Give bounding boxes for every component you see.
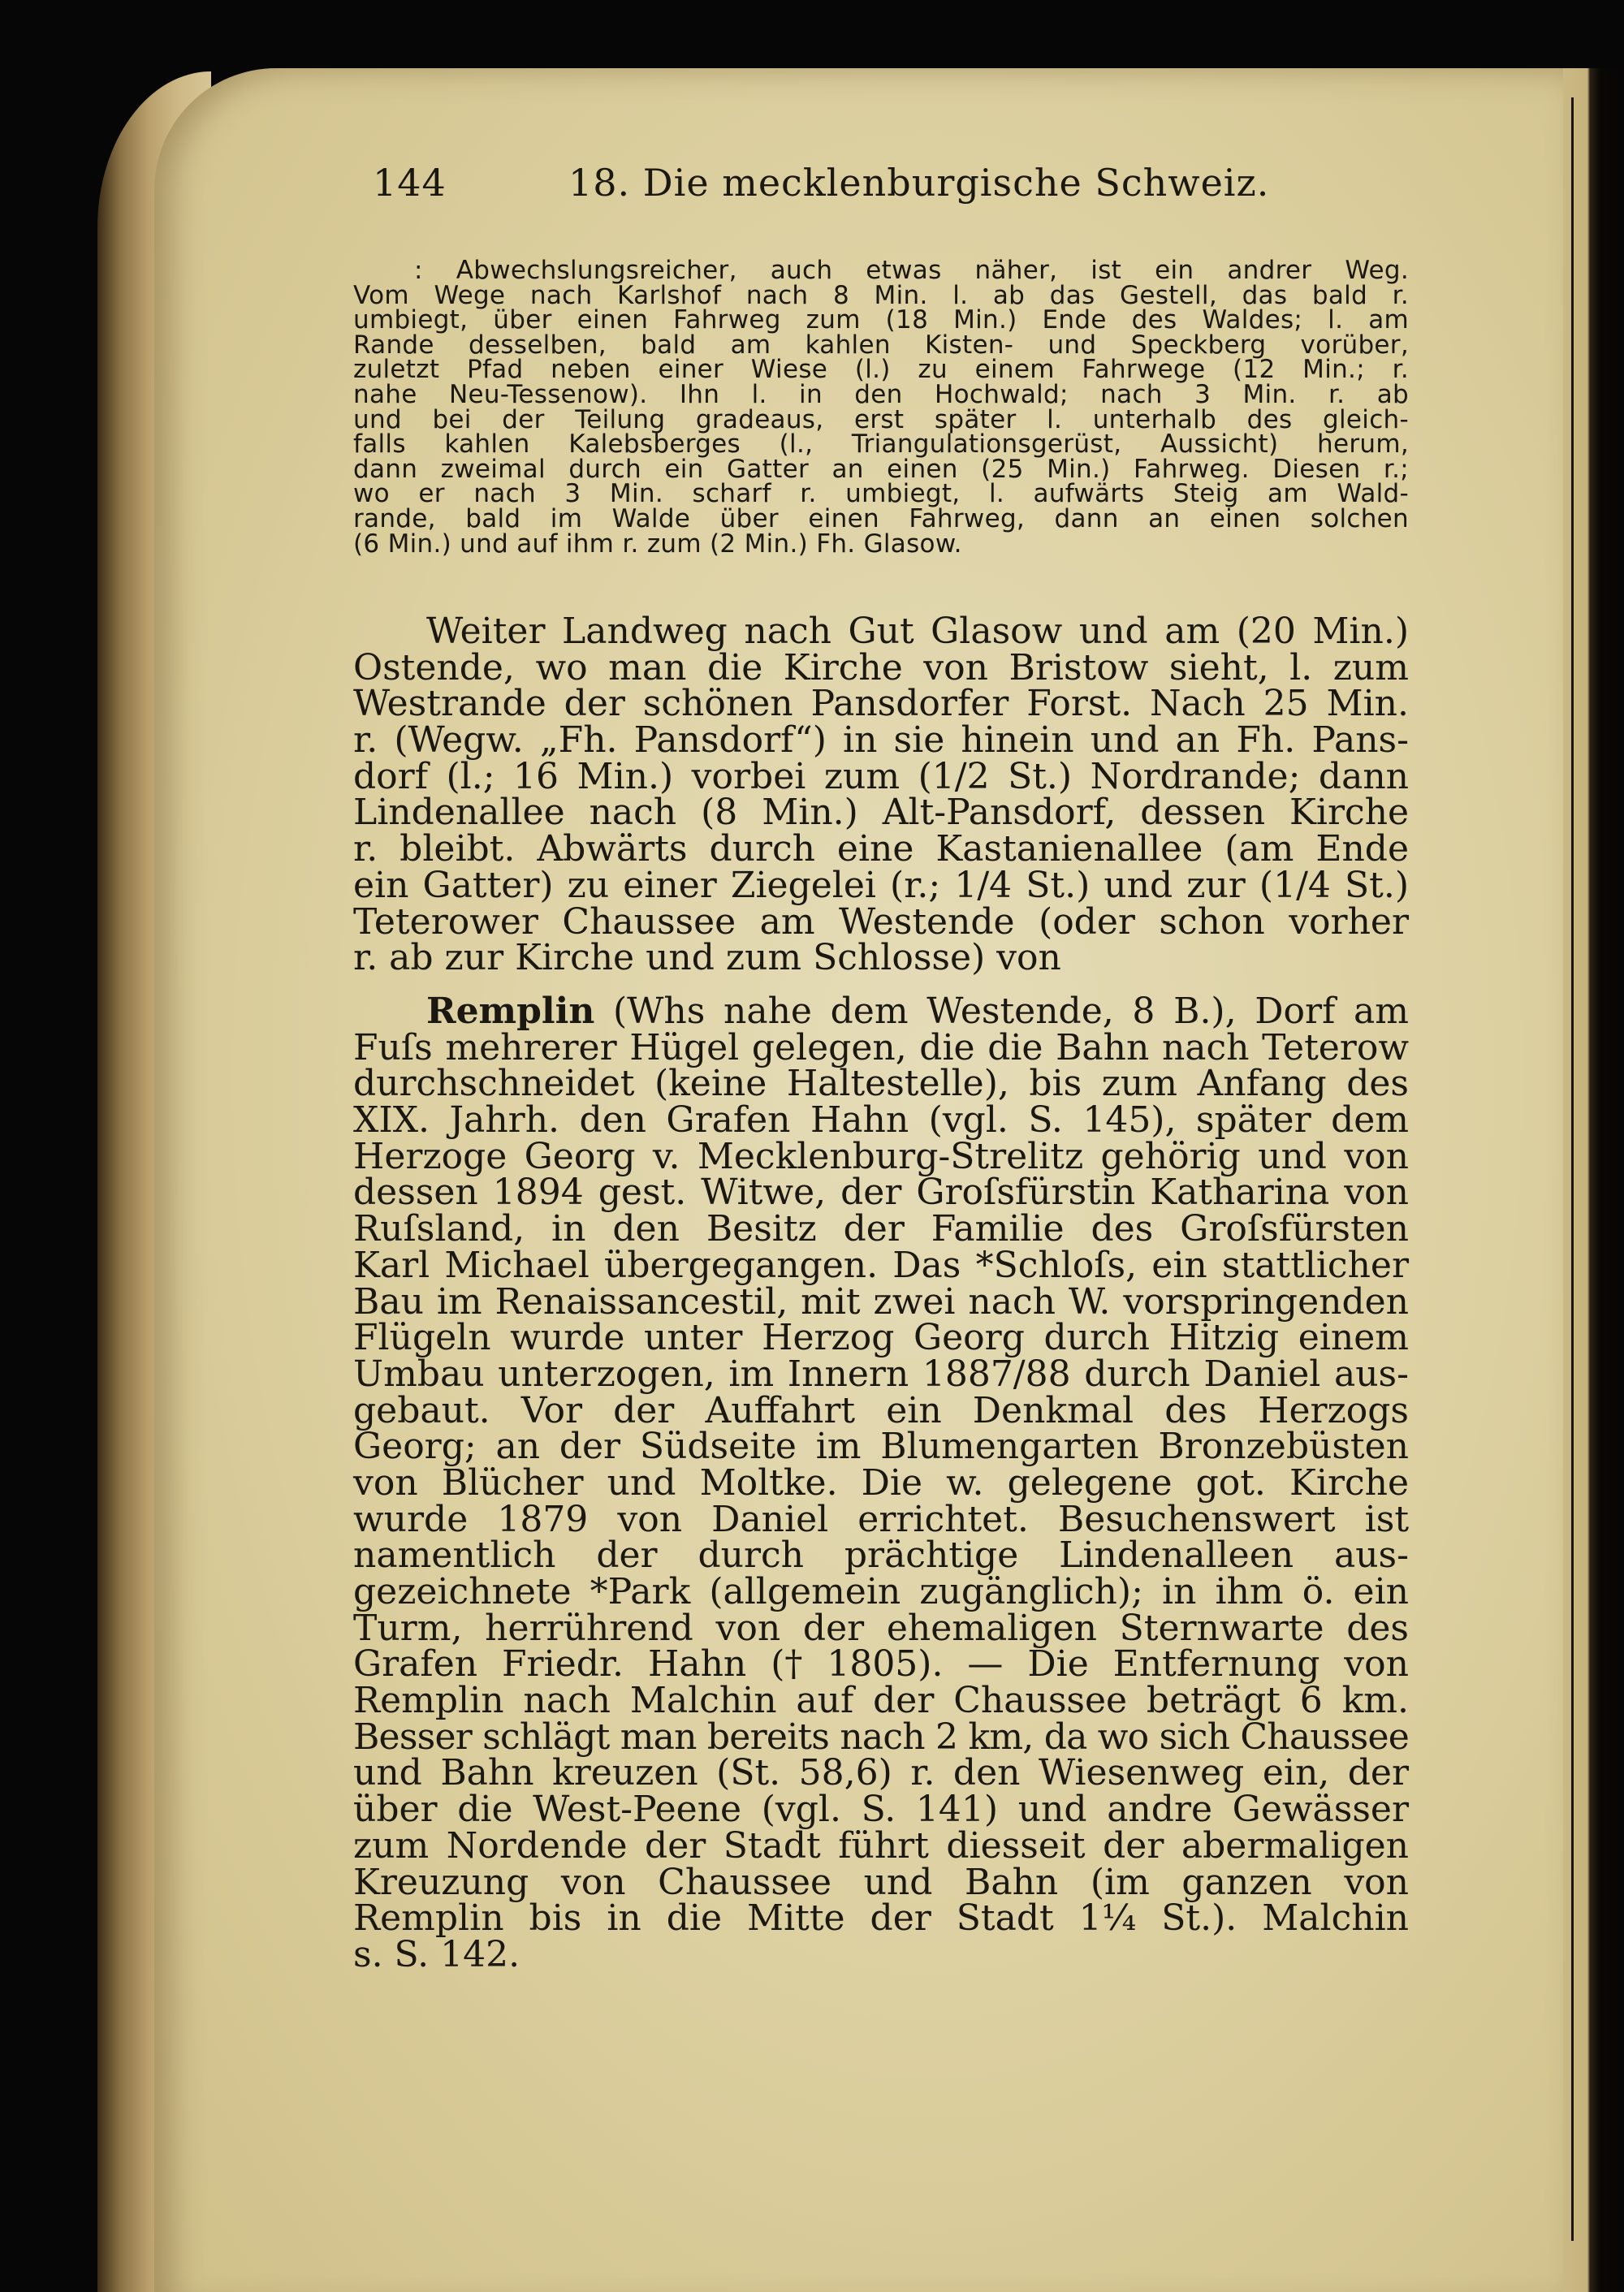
text-line: XIX. Jahrh. den Grafen Hahn (vgl. S. 145), später dem — [353, 1099, 1409, 1142]
text-line: gebaut. Vor der Auffahrt ein Denkmal des Herzogs — [353, 1389, 1409, 1431]
text-line: nahe Neu-Tessenow). Ihn l. in den Hochwald; nach 3 Min. r. ab — [353, 379, 1409, 409]
text-line: dann zweimal durch ein Gatter an einen (25 Min.) Fahrweg. Diesen r.; — [353, 454, 1409, 484]
text-line — [353, 991, 1409, 1032]
text-line: Kreuzung von Chaussee und Bahn (im ganzen von — [353, 1861, 1409, 1903]
text-line: Turm, herrührend von der ehemaligen Sternwarte des — [353, 1607, 1409, 1649]
text-line: r. (Wegw. „Fh. Pansdorf“) in sie hinein und an Fh. Pans- — [353, 719, 1409, 762]
route-note-small-print — [353, 256, 1409, 559]
chapter-title: 18. Die mecklenburgische Schweiz. — [568, 161, 1270, 205]
text-line: Lindenallee nach (8 Min.) Alt-Pansdorf, dessen Kirche — [353, 792, 1409, 834]
text-line: r. bleibt. Abwärts durch eine Kastanienallee (am Ende — [353, 828, 1409, 870]
text-line: Umbau unterzogen, im Innern 1887/88 durch Daniel aus- — [353, 1353, 1409, 1395]
text-line: Teterower Chaussee am Westende (oder schon vorher — [353, 900, 1409, 943]
text-line: Vom Wege nach Karlshof nach 8 Min. l. ab das Gestell, das bald r. — [353, 280, 1409, 310]
text-line: Westrande der schönen Pansdorfer Forst. Nach 25 Min. — [353, 683, 1409, 725]
text-line: falls kahlen Kalebsberges (l., Triangulationsgerüst, Aussicht) herum, — [353, 429, 1409, 460]
page-number: 144 — [373, 161, 447, 205]
text-line: Fuſs mehrerer Hügel gelegen, die die Bahn nach Teterow — [353, 1026, 1409, 1068]
text-line: Georg; an der Südseite im Blumengarten Bronzebüsten — [353, 1426, 1409, 1468]
text-line: ein Gatter) zu einer Ziegelei (r.; 1/4 St.) und zur (1/4 St.) — [353, 864, 1409, 906]
text-line: : Abwechslungsreicher, auch etwas näher, ist ein andrer Weg. — [414, 256, 1409, 285]
text-line: namentlich der durch prächtige Lindenalleen aus- — [353, 1534, 1409, 1577]
text-line: Karl Michael übergegangen. Das *Schloſs, ein stattlicher — [353, 1244, 1409, 1286]
running-header — [353, 161, 1409, 209]
text-line: wo er nach 3 Min. scharf r. umbiegt, l. aufwärts Steig am Wald- — [353, 479, 1409, 509]
text-line: und bei der Teilung gradeaus, erst später l. unterhalb des gleich- — [353, 404, 1409, 434]
text-line: gezeichnete *Park (allgemein zugänglich); in ihm ö. ein — [353, 1571, 1409, 1612]
paragraph-landweg — [353, 611, 1409, 979]
text-line: (6 Min.) und auf ihm r. zum (2 Min.) Fh. Glasow. — [353, 529, 962, 559]
text-line: Flügeln wurde unter Herzog Georg durch Hitzig einem — [353, 1317, 1409, 1359]
text-line: Rande desselben, bald am kahlen Kisten- und Speckberg vorüber, — [353, 330, 1409, 360]
text-line: Remplin bis in die Mitte der Stadt 1¼ St.). Malchin — [353, 1897, 1409, 1940]
text-line: r. ab zur Kirche und zum Schlosse) von — [353, 937, 1061, 979]
text-line: wurde 1879 von Daniel errichtet. Besuchenswert ist — [353, 1498, 1409, 1540]
text-line: Herzoge Georg v. Mecklenburg-Strelitz gehörig und von — [353, 1135, 1409, 1177]
text-line: s. S. 142. — [353, 1933, 520, 1975]
text-line: rande, bald im Walde über einen Fahrweg, dann an einen solchen — [353, 503, 1409, 533]
text-line: zuletzt Pfad neben einer Wiese (l.) zu einem Fahrwege (12 Min.; r. — [353, 355, 1409, 385]
text-line: zum Nordende der Stadt führt diesseit der abermaligen — [353, 1824, 1409, 1867]
text-line: und Bahn kreuzen (St. 58,6) r. den Wiesenweg ein, der — [353, 1752, 1409, 1794]
text-line: Remplin nach Malchin auf der Chaussee beträgt 6 km. — [353, 1680, 1409, 1722]
gutter-line — [1571, 97, 1574, 2241]
text-line: Ostende, wo man die Kirche von Bristow sieht, l. zum — [353, 646, 1409, 688]
text-line: durchschneidet (keine Haltestelle), bis zum Anfang des — [353, 1063, 1409, 1105]
text-line: von Blücher und Moltke. Die w. gelegene got. Kirche — [353, 1461, 1409, 1504]
text-line: Besser schlägt man bereits nach 2 km, da wo sich Chaussee — [353, 1716, 1409, 1758]
text-line: dorf (l.; 16 Min.) vorbei zum (1/2 St.) Nordrande; dann — [353, 755, 1409, 797]
text-line: umbiegt, über einen Fahrweg zum (18 Min.) Ende des Waldes; l. am — [353, 305, 1409, 335]
text-line: Weiter Landweg nach Gut Glasow und am (20 Min.) — [426, 611, 1409, 652]
text-line: über die West-Peene (vgl. S. 141) und andre Gewässer — [353, 1789, 1409, 1831]
text-fragment: (Whs nahe dem Westende, 8 B.), Dorf am — [594, 991, 1409, 1032]
place-name-remplin: Remplin — [426, 991, 595, 1032]
text-line: Ruſsland, in den Besitz der Familie des Groſsfürsten — [353, 1208, 1409, 1250]
text-line: Grafen Friedr. Hahn († 1805). — Die Entfernung von — [353, 1643, 1409, 1686]
paragraph-remplin — [353, 991, 1409, 1975]
text-line: Bau im Renaissancestil, mit zwei nach W. vorspringenden — [353, 1280, 1409, 1323]
text-line: dessen 1894 gest. Witwe, der Groſsfürstin Katharina von — [353, 1172, 1409, 1214]
